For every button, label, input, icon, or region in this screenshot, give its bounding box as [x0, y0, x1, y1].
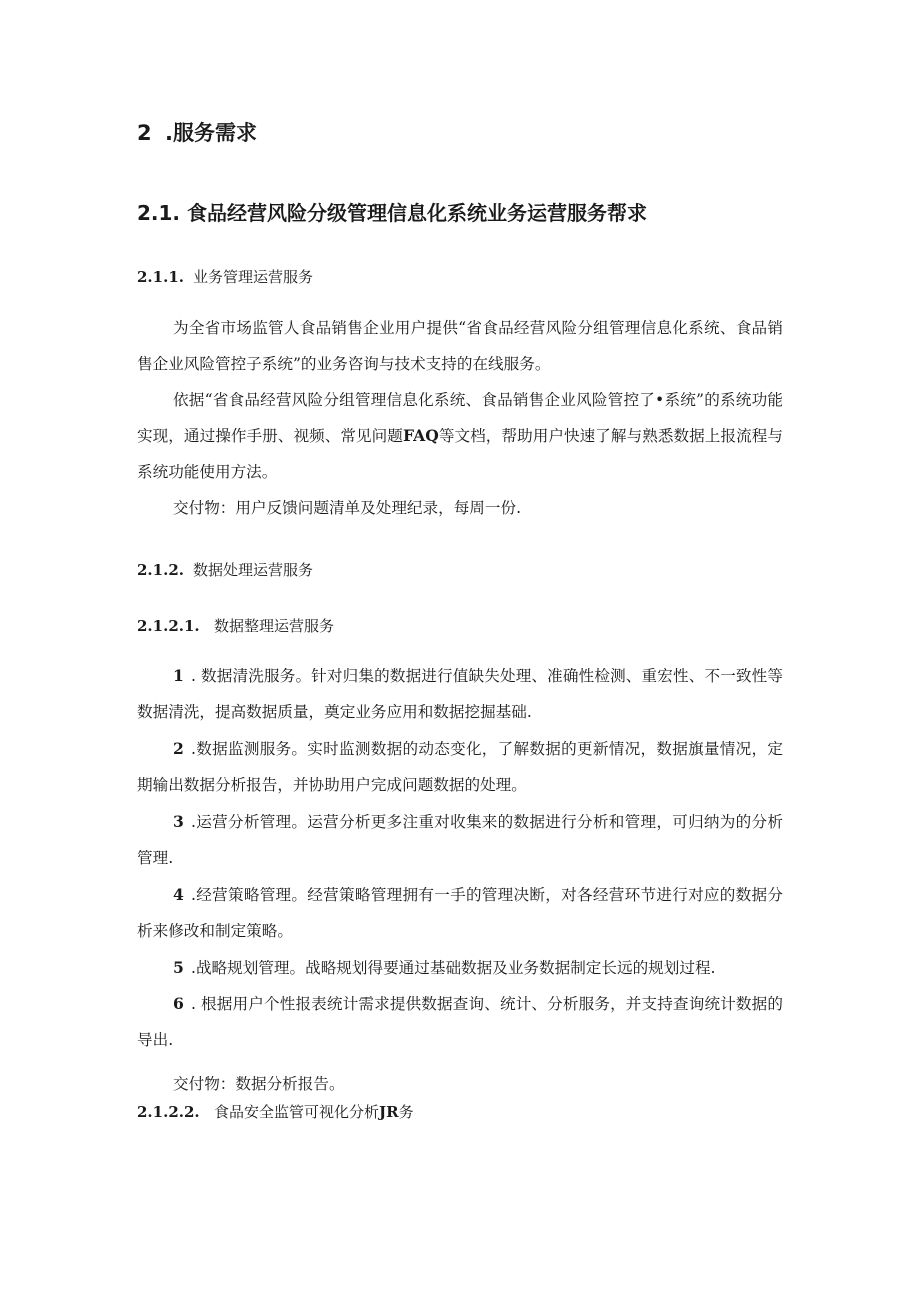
- paragraph-deliverable-2: 交付物：数据分析报告。: [173, 1075, 345, 1093]
- item-text: .运营分析管理。运营分析更多注重对收集来的数据进行分析和管理，可归纳为的分析管理.: [137, 813, 783, 867]
- item-text: . 数据清洗服务。针对归集的数据进行值缺失处理、准确性检测、重宏性、不一致性等数据清洗，提高数据质量，奠定业务应用和数据挖掘基础.: [137, 667, 783, 721]
- faq-term: FAQ: [402, 426, 439, 445]
- section-heading: [137, 118, 257, 148]
- item-text: .数据监测服务。实时监测数据的动态变化，了解数据的更新情况，数据旗量情况，定期输出数据分析报告，并协助用户完成问题数据的处理。: [137, 740, 783, 794]
- subsection-title: 食品经营风险分级管理信息化系统业务运营服务帮求: [187, 201, 647, 225]
- list-item: [137, 950, 783, 986]
- heading-title: 食品安全监管可视化分析: [214, 1103, 380, 1121]
- list-item: [137, 986, 783, 1058]
- heading-2-1-1: [137, 265, 313, 289]
- paragraph-service-intro: 为全省市场监管人食品销售企业用户提供“省食品经营风险分组管理信息化系统、食品销售企业风险管控子系统”的业务咨询与技术支持的在线服务。: [137, 319, 783, 373]
- item-text: .经营策略管理。经营策略管理拥有一手的管理决断，对各经营环节进行对应的数据分析来修改和制定策略。: [137, 886, 783, 940]
- list-item: [137, 731, 783, 803]
- item-number: 4: [173, 885, 184, 904]
- heading-number: 2.1.2.2.: [137, 1103, 200, 1121]
- paragraph-text: 依据“省食品经营风险分组管理信息化系统、食品销售企业风险管控了•系统”的系统功能实现，通过操作手册、视频、常见问题: [137, 391, 783, 445]
- item-text: . 根据用户个性报表统计需求提供数据查询、统计、分析服务，并支持查询统计数据的导出.: [137, 995, 783, 1049]
- section-number: 2: [137, 121, 152, 145]
- list-item: [137, 804, 783, 876]
- heading-title-bold: JR: [379, 1103, 399, 1121]
- heading-title: 数据处理运营服务: [193, 561, 314, 579]
- item-text: .战略规划管理。战略规划得要通过基础数据及业务数据制定长远的规划过程.: [191, 959, 716, 977]
- item-number: 2: [173, 739, 184, 758]
- subsection-heading: [137, 198, 647, 228]
- heading-2-1-2-1: [137, 614, 334, 638]
- item-number: 1: [173, 666, 184, 685]
- paragraph-system-docs: [137, 382, 783, 490]
- heading-title: 业务管理运营服务: [193, 268, 314, 286]
- section-title: .服务需求: [165, 121, 257, 145]
- item-number: 3: [173, 812, 184, 831]
- heading-number: 2.1.1.: [137, 268, 184, 286]
- subsection-number: 2.1.: [137, 201, 181, 225]
- paragraph-text: 等文档，帮助用户快速了解与熟悉数据上报流程与系统功能使用方法。: [137, 427, 783, 481]
- heading-2-1-2: [137, 558, 313, 582]
- list-item: [137, 877, 783, 949]
- item-number: 5: [173, 958, 184, 977]
- heading-title: 务: [398, 1103, 414, 1121]
- list-item: [137, 658, 783, 730]
- heading-number: 2.1.2.1.: [137, 617, 200, 635]
- heading-number: 2.1.2.: [137, 561, 184, 579]
- heading-2-1-2-2: [137, 1100, 414, 1124]
- paragraph-deliverable-1: 交付物：用户反馈问题清单及处理纪录，每周一份.: [173, 499, 522, 517]
- item-number: 6: [173, 994, 184, 1013]
- heading-title: 数据整理运营服务: [214, 617, 335, 635]
